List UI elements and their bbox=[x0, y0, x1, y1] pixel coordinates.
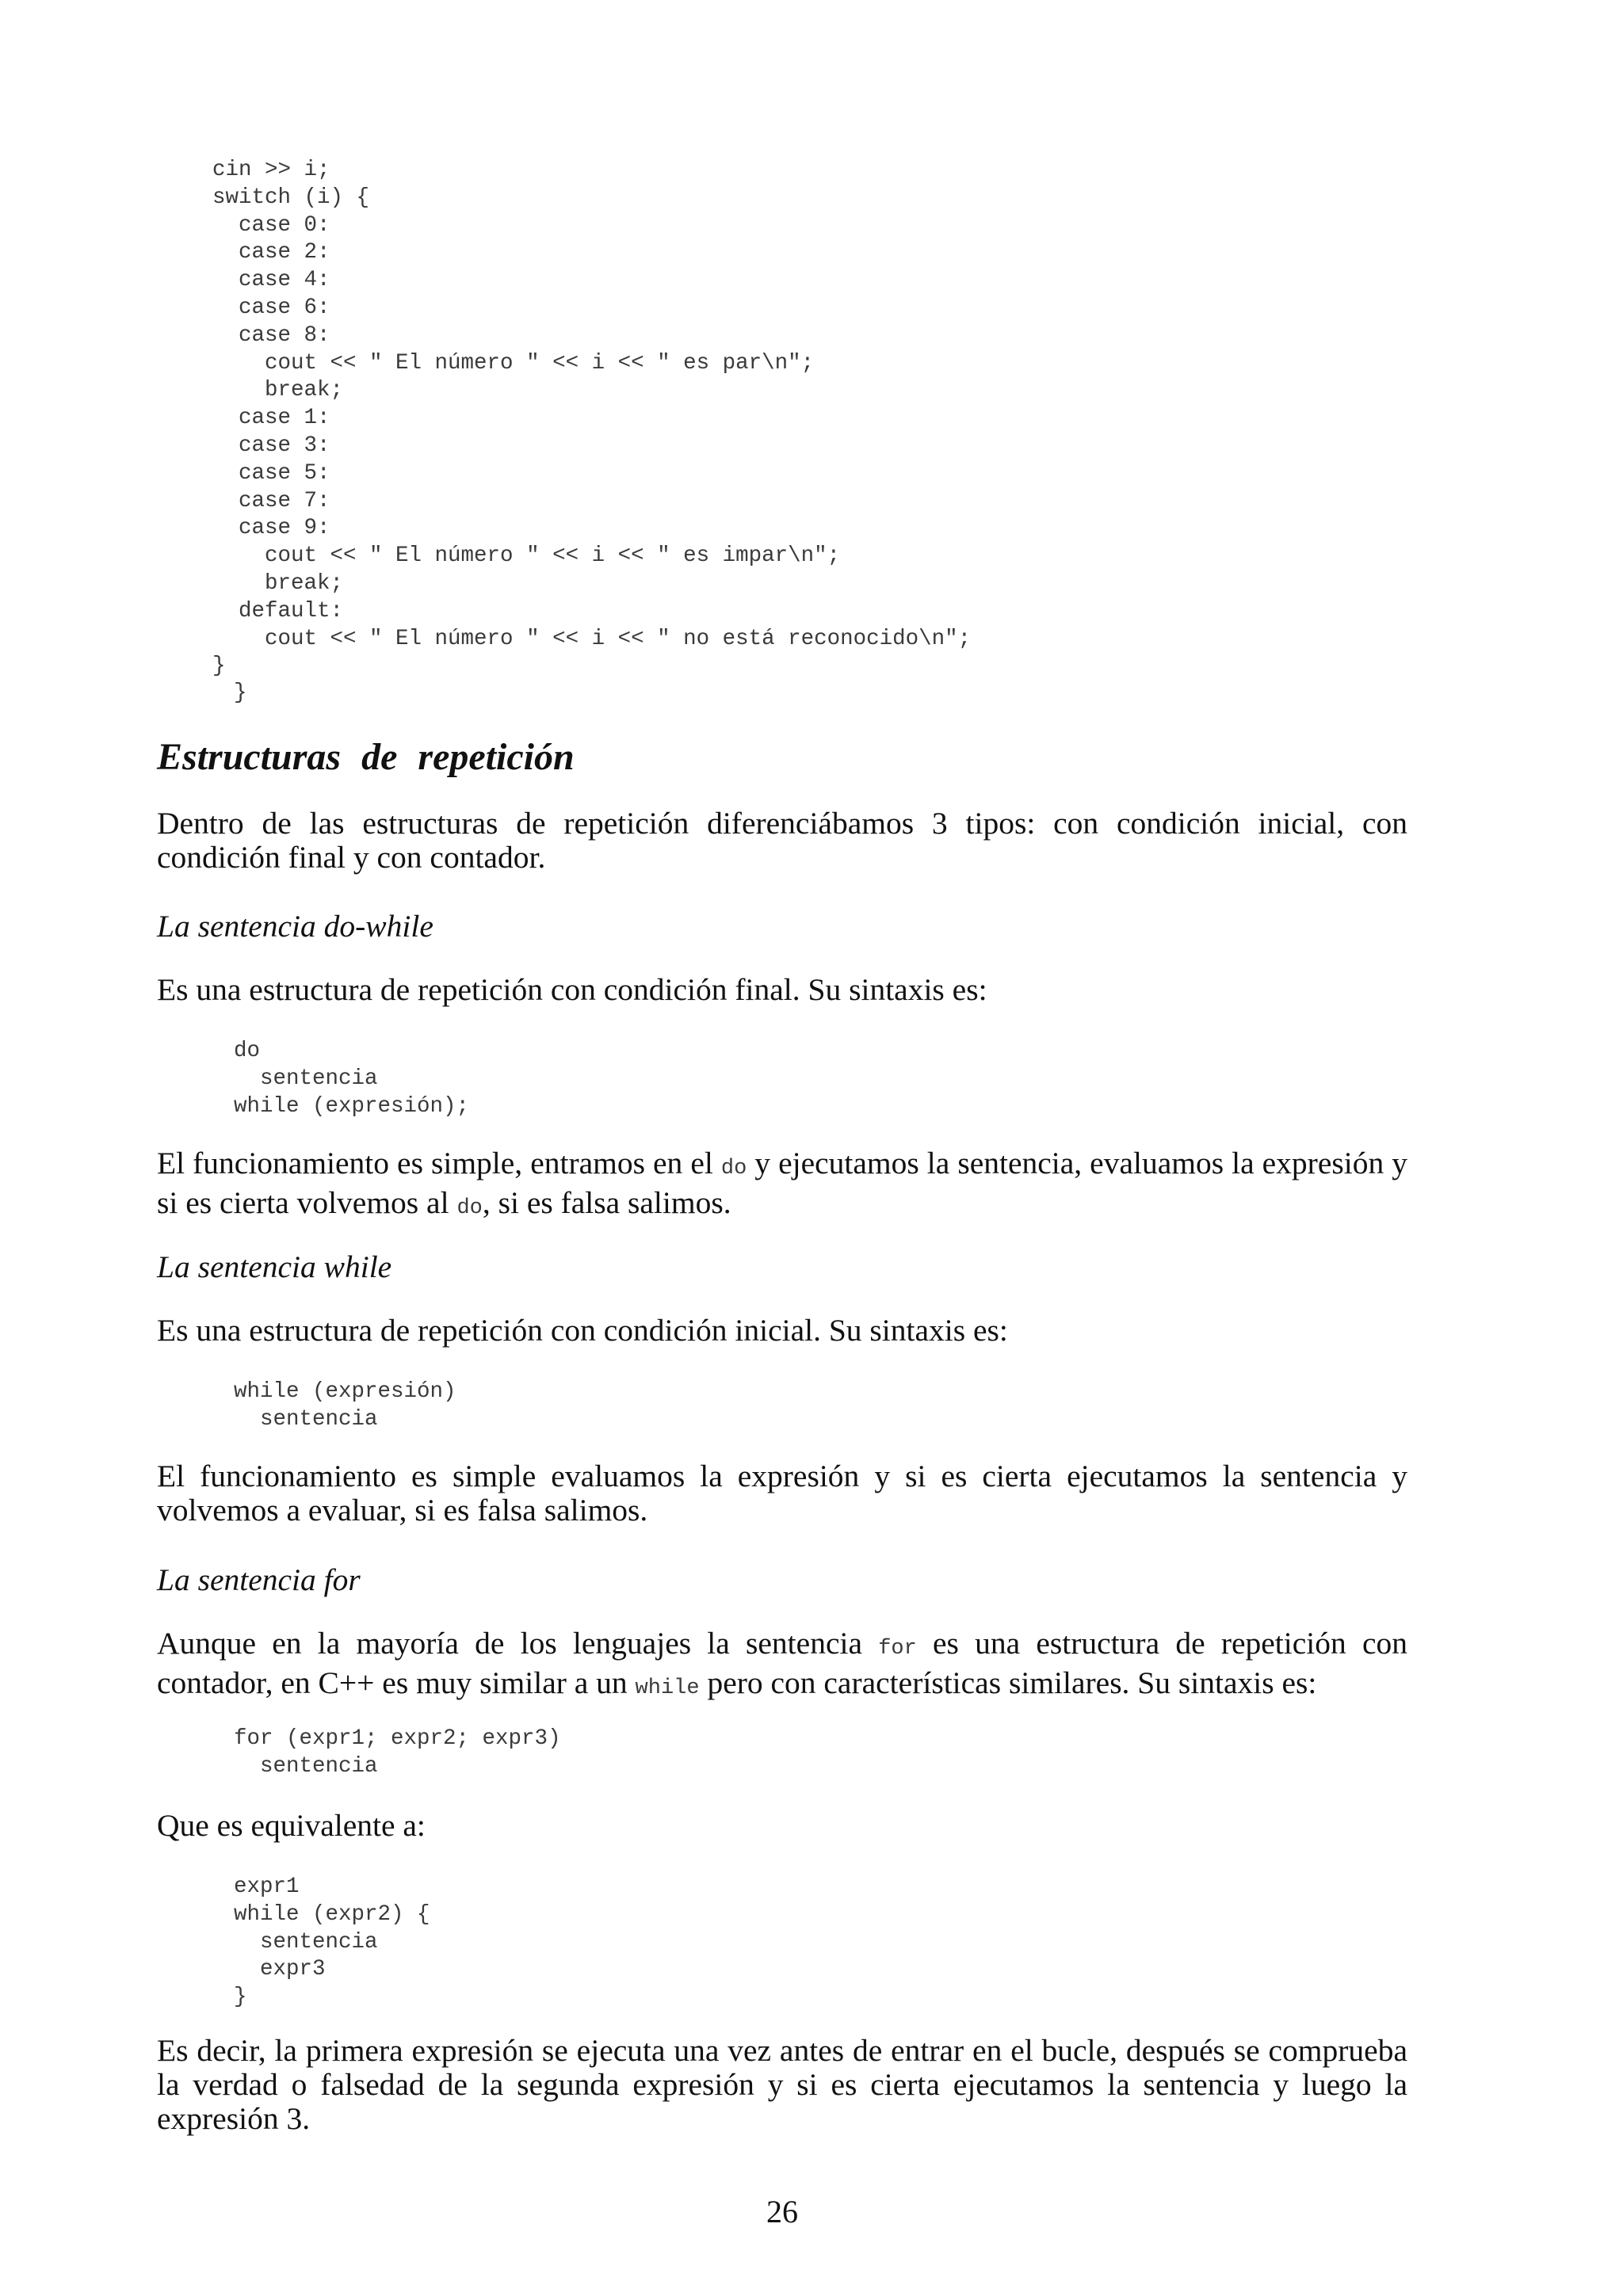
while-title: La sentencia while bbox=[157, 1249, 392, 1284]
code-closing-brace: } bbox=[234, 681, 247, 705]
inline-code-while: while bbox=[635, 1676, 700, 1700]
while-explanation: El funcionamiento es simple evaluamos la expresión y si es cierta ejecutamos la sentencia y volvemos a evaluar, si es falsa salimos. bbox=[157, 1459, 1407, 1527]
inline-code-for: for bbox=[878, 1637, 917, 1661]
for-equivalent-code: expr1 while (expr2) { sentencia expr3 } bbox=[234, 1875, 430, 2010]
inline-code-do: do bbox=[720, 1157, 747, 1180]
do-while-explanation: El funcionamiento es simple, entramos en el do y ejecutamos la sentencia, evaluamos la expresión y si es cierta volvemos al do, si es falsa salimos. bbox=[157, 1146, 1407, 1220]
intro-paragraph: Dentro de las estructuras de repetición diferenciábamos 3 tipos: con condición inicial, con condición final y con contador. bbox=[157, 806, 1407, 875]
for-explanation: Es decir, la primera expresión se ejecuta una vez antes de entrar en el bucle, después se comprueba la verdad o falsedad de la segunda expresión y si es cierta ejecutamos la sentencia y luego la expresión 3. bbox=[157, 2033, 1407, 2136]
code-switch-example: cin >> i; switch (i) { case 0: case 2: case 4: case 6: case 8: cout << " El número " << i << " es par\n"; break; case 1: case 3: case 5: case 7: case 9: cout << " El número " << i << " es impar\n"; break; default: cout << " El número " << i << " no está reconocido\n"; } bbox=[212, 158, 972, 679]
for-code: for (expr1; expr2; expr3) sentencia bbox=[234, 1726, 561, 1779]
while-syntax-intro: Es una estructura de repetición con condición inicial. Su sintaxis es: bbox=[157, 1313, 1008, 1348]
do-while-syntax-intro: Es una estructura de repetición con condición final. Su sintaxis es: bbox=[157, 972, 987, 1007]
do-while-title: La sentencia do-while bbox=[157, 909, 433, 944]
page-number: 26 bbox=[766, 2194, 798, 2229]
inline-code-do: do bbox=[456, 1196, 483, 1220]
do-while-code: do sentencia while (expresión); bbox=[234, 1039, 470, 1119]
for-title: La sentencia for bbox=[157, 1562, 361, 1597]
for-syntax-intro: Aunque en la mayoría de los lenguajes la sentencia for es una estructura de repetición con contador, en C++ es muy similar a un while pero con características similares. Su sintaxis es: bbox=[157, 1626, 1407, 1700]
for-equivalent-intro: Que es equivalente a: bbox=[157, 1808, 426, 1843]
while-code: while (expresión) sentencia bbox=[234, 1379, 456, 1432]
section-title: Estructuras de repetición bbox=[157, 736, 575, 778]
